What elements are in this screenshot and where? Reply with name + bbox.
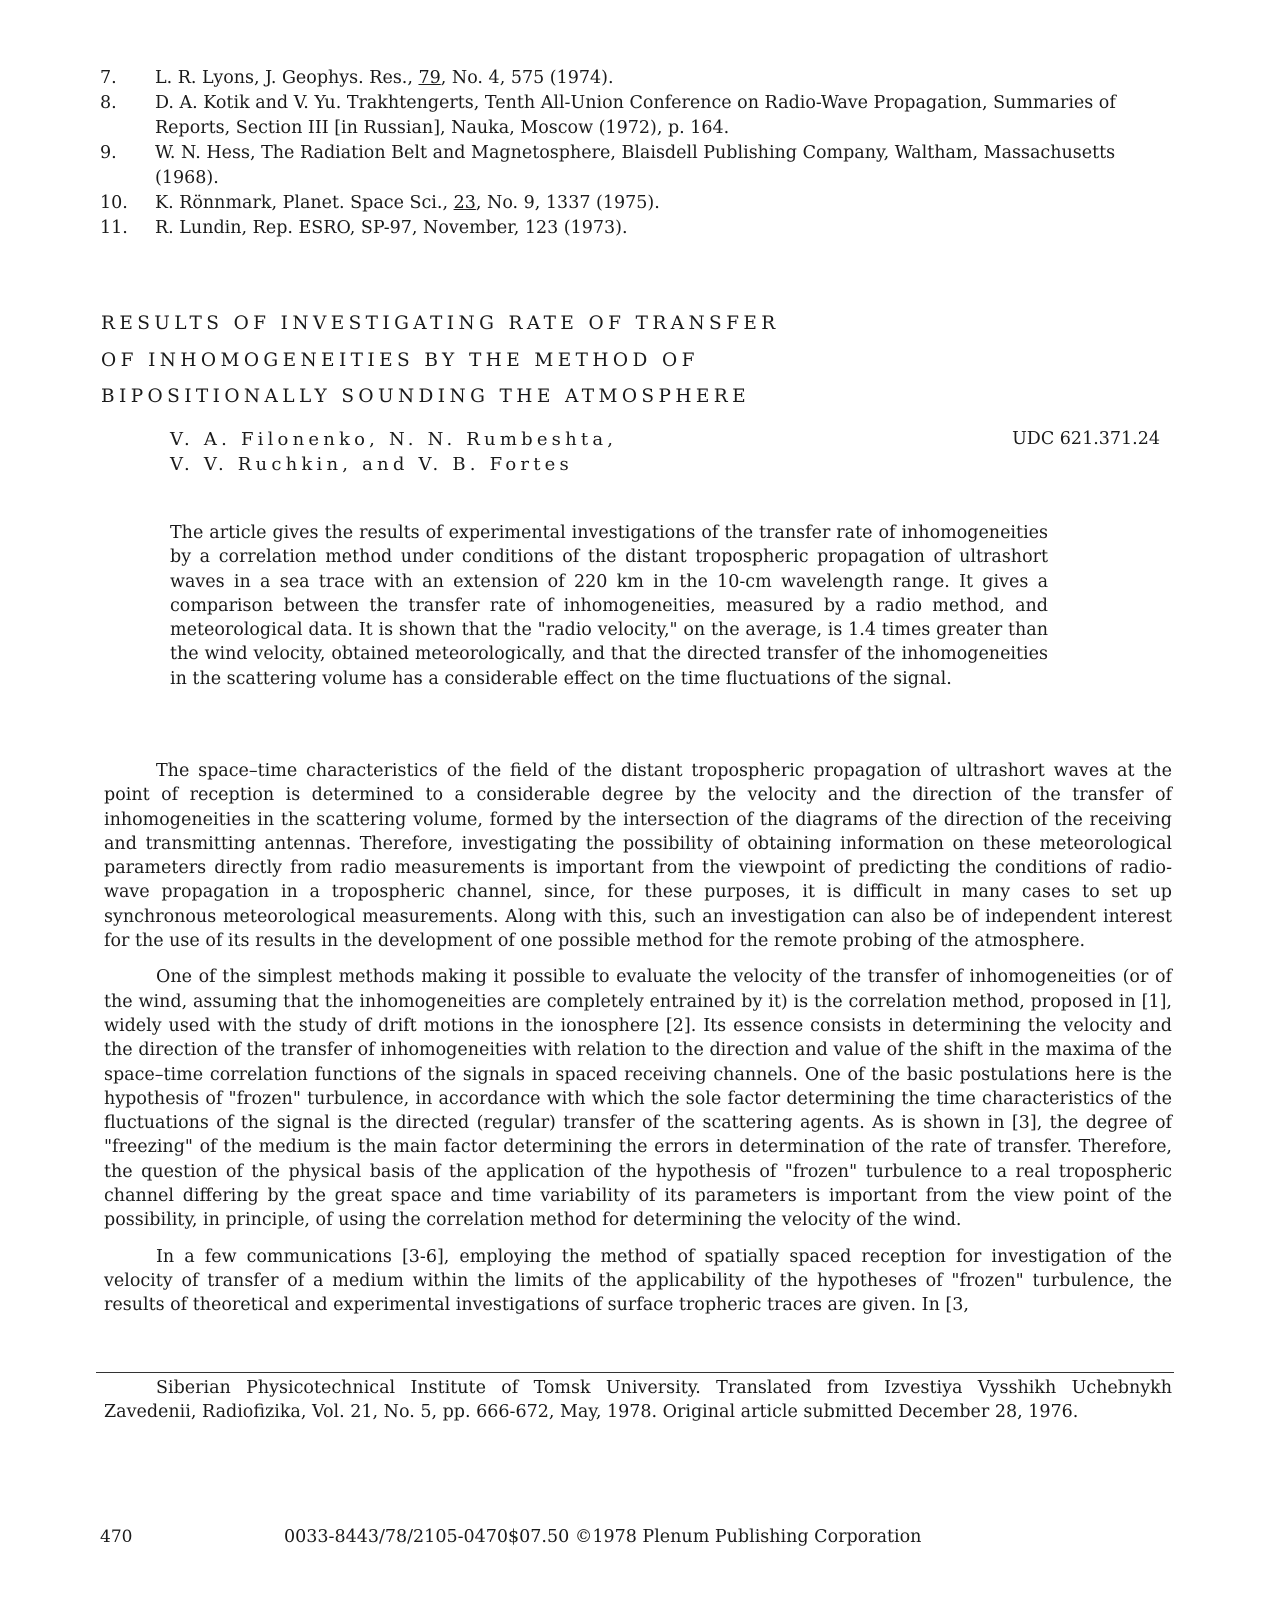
article-body [104, 759, 1172, 1330]
title-line: BIPOSITIONALLY SOUNDING THE ATMOSPHERE [101, 386, 750, 407]
reference-list [100, 66, 1180, 241]
reference-number: 11. [100, 218, 128, 238]
page-number: 470 [100, 1527, 133, 1547]
body-paragraph: The space–time characteristics of the field of the distant tropospheric propagation of ultrashort waves at the point of reception is determined to a considerable degree by the velocity and the direction of the transfer of inhomogeneities in the scattering volume, formed by the intersection of the diagrams of the direction of the receiving and transmitting antennas. Therefore, investigating the possibility of obtaining information on these meteorological parameters directly from radio measurements is important from the viewpoint of predicting the conditions of radio-wave propagation in a tropospheric channel, since, for these purposes, it is difficult in many cases to set up synchronous meteorological measurements. Along with this, such an investigation can also be of independent interest for the use of its results in the development of one possible method for the remote probing of the atmosphere. [104, 761, 1172, 952]
reference-number: 9. [100, 143, 117, 163]
reference-item [100, 91, 1180, 141]
reference-number: 8. [100, 93, 117, 113]
reference-number: 10. [100, 193, 128, 213]
reference-number: 7. [100, 68, 117, 88]
reference-text: L. R. Lyons, J. Geophys. Res., 79, No. 4, 575 (1974). [155, 68, 614, 88]
author-list [170, 427, 617, 477]
abstract: The article gives the results of experimental investigations of the transfer rate of inhomogeneities by a correlation method under conditions of the distant tropospheric propagation of ultrashort waves in a sea trace with an extension of 220 km in the 10-cm wavelength range. It gives a comparison between the transfer rate of inhomogeneities, measured by a radio method, and meteorological data. It is shown that the "radio velocity," on the average, is 1.4 times greater than the wind velocity, obtained meteorologically, and that the directed transfer of the inhomogeneities in the scattering volume has a considerable effect on the time fluctuations of the signal. [170, 523, 1048, 689]
article-title [101, 306, 780, 416]
reference-text: K. Rönnmark, Planet. Space Sci., 23, No. 9, 1337 (1975). [155, 193, 660, 213]
udc-code: UDC 621.371.24 [1012, 429, 1160, 449]
reference-item [100, 66, 1180, 91]
body-paragraph: One of the simplest methods making it possible to evaluate the velocity of the transfer of inhomogeneities (or of the wind, assuming that the inhomogeneities are completely entrained by it) is the correlation method, proposed in [1], widely used with the study of drift motions in the ionosphere [2]. Its essence consists in determining the velocity and the direction of the transfer of inhomogeneities with relation to the direction and value of the shift in the maxima of the space–time correlation functions of the signals in spaced receiving channels. One of the basic postulations here is the hypothesis of "frozen" turbulence, in accordance with which the sole factor determining the time characteristics of the fluctuations of the signal is the directed (regular) transfer of the scattering agents. As is shown in [3], the degree of "freezing" of the medium is the main factor determining the errors in determination of the rate of transfer. Therefore, the question of the physical basis of the application of the hypothesis of "frozen" turbulence to a real tropospheric channel differing by the great space and time variability of its parameters is important from the view point of the possibility, in principle, of using the correlation method for determining the velocity of the wind. [104, 967, 1172, 1231]
reference-text: D. A. Kotik and V. Yu. Trakhtengerts, Tenth All-Union Conference on Radio-Wave Propagation, Summaries of Reports, Section III [in Russian], Nauka, Moscow (1972), p. 164. [155, 93, 1116, 138]
author-line: V. A. Filonenko, N. N. Rumbeshta, [170, 429, 618, 450]
title-line: RESULTS OF INVESTIGATING RATE OF TRANSFER [101, 313, 780, 334]
reference-item [100, 191, 1180, 216]
reference-item [100, 216, 1180, 241]
volume-number: 79 [418, 68, 441, 88]
reference-text: R. Lundin, Rep. ESRO, SP-97, November, 123 (1973). [155, 218, 628, 238]
footnote: Siberian Physicotechnical Institute of Tomsk University. Translated from Izvestiya Vysshikh Uchebnykh Zavedenii, Radiofizika, Vol. 21, No. 5, pp. 666-672, May, 1978. Original article submitted December 28, 1976. [104, 1378, 1172, 1423]
footnote-divider [96, 1372, 1174, 1373]
reference-text: W. N. Hess, The Radiation Belt and Magnetosphere, Blaisdell Publishing Company, Waltham, Massachusetts (1968). [155, 143, 1116, 188]
body-paragraph: In a few communications [3-6], employing the method of spatially spaced reception for investigation of the velocity of transfer of a medium within the limits of the applicability of the hypotheses of "frozen" turbulence, the results of theoretical and experimental investigations of surface tropheric traces are given. In [3, [104, 1246, 1172, 1316]
copyright-line: 0033-8443/78/2105-0470$07.50 ©1978 Plenum Publishing Corporation [284, 1527, 922, 1547]
volume-number: 23 [453, 193, 476, 213]
reference-item [100, 141, 1180, 191]
author-line: V. V. Ruchkin, and V. B. Fortes [170, 454, 573, 475]
title-line: OF INHOMOGENEITIES BY THE METHOD OF [101, 349, 699, 371]
